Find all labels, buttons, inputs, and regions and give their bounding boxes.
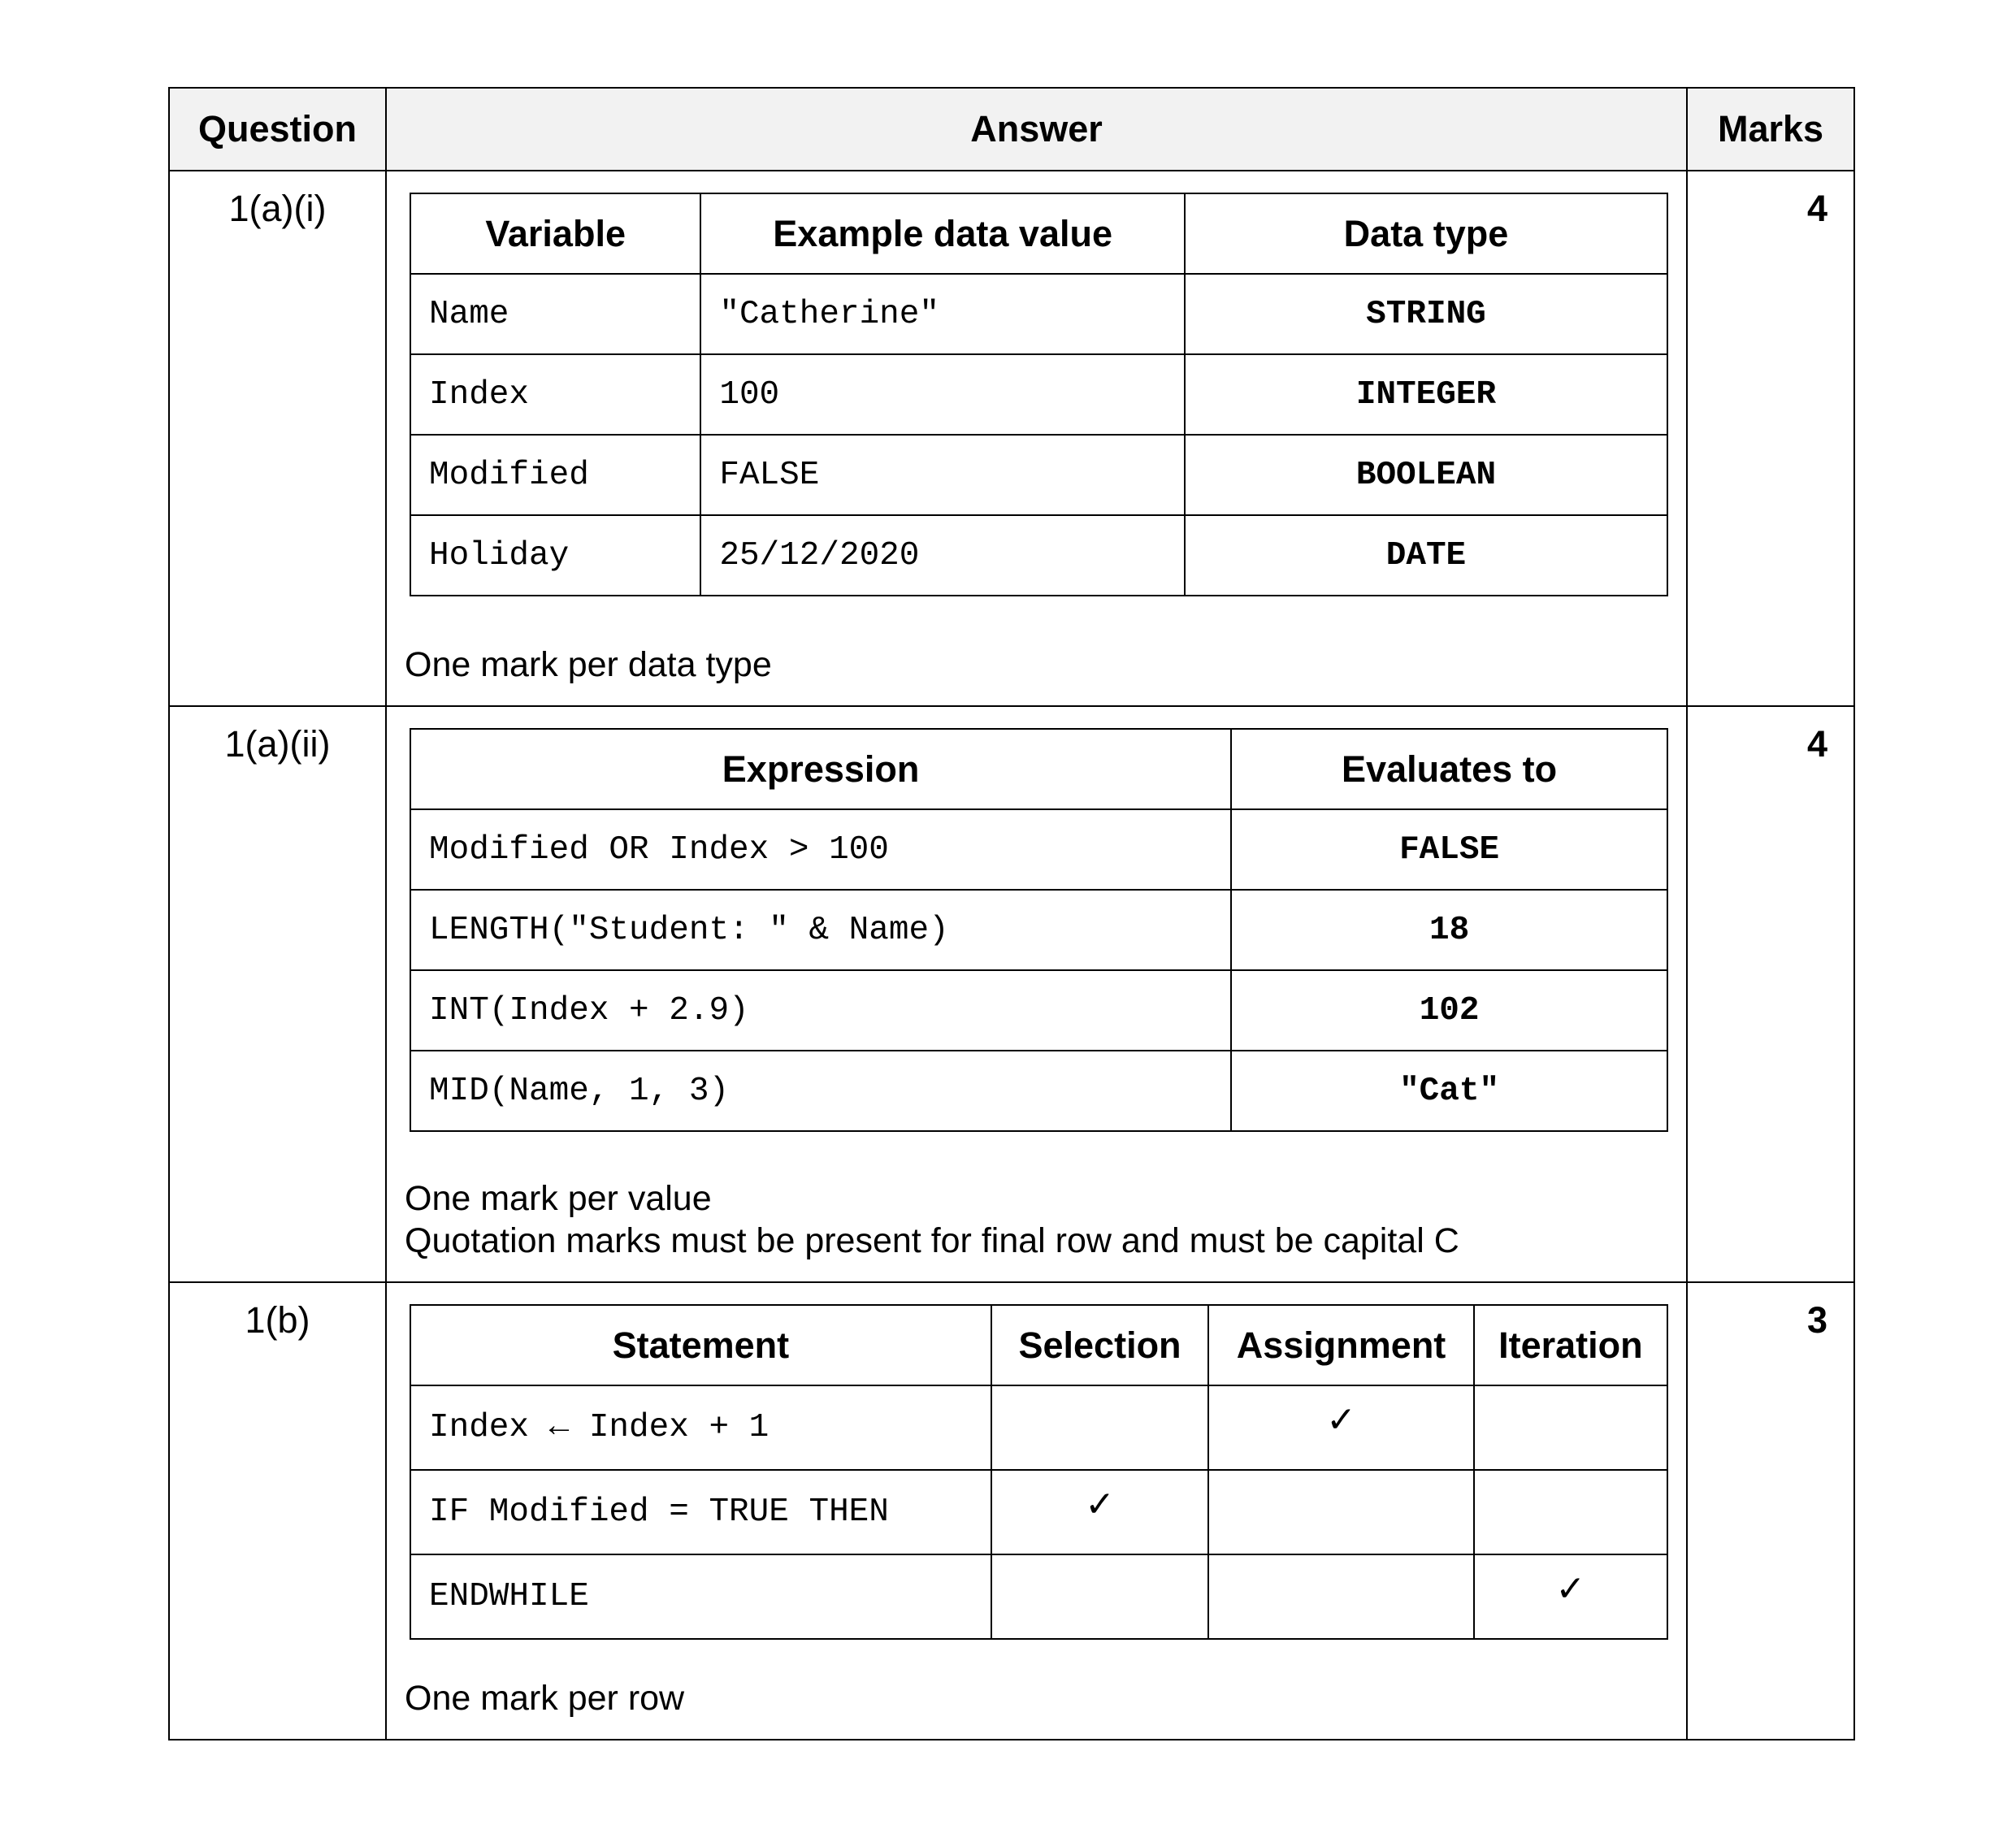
- selection-cell: [991, 1385, 1209, 1470]
- statement-table: [410, 1304, 1668, 1640]
- marks-value: 3: [1687, 1282, 1854, 1740]
- variable-name: Index: [410, 354, 700, 435]
- expression-table: [410, 728, 1668, 1132]
- question-row-1ai: [169, 171, 1854, 706]
- iteration-cell: [1474, 1385, 1667, 1470]
- iteration-cell: ✓: [1474, 1554, 1667, 1639]
- data-type-answer: DATE: [1185, 515, 1667, 596]
- answer-cell: [386, 706, 1687, 1282]
- expression: LENGTH("Student: " & Name): [410, 890, 1231, 970]
- expression: MID(Name, 1, 3): [410, 1051, 1231, 1131]
- mark-scheme-table: [168, 87, 1855, 1740]
- question-number: 1(b): [169, 1282, 386, 1740]
- data-type-header-row: [410, 193, 1667, 274]
- statement-header-row: [410, 1305, 1667, 1385]
- expression-header: Expression: [410, 729, 1231, 809]
- variable-header: Variable: [410, 193, 700, 274]
- assignment-cell: ✓: [1208, 1385, 1473, 1470]
- data-type-answer: STRING: [1185, 274, 1667, 354]
- marks-value: 4: [1687, 706, 1854, 1282]
- data-type-answer: BOOLEAN: [1185, 435, 1667, 515]
- example-value: FALSE: [700, 435, 1185, 515]
- example-value: "Catherine": [700, 274, 1185, 354]
- statement: IF Modified = TRUE THEN: [410, 1470, 991, 1554]
- evaluates-to-header: Evaluates to: [1231, 729, 1667, 809]
- iteration-cell: [1474, 1470, 1667, 1554]
- example-value-header: Example data value: [700, 193, 1185, 274]
- question-number: 1(a)(i): [169, 171, 386, 706]
- question-row-1b: [169, 1282, 1854, 1740]
- table-row: [410, 515, 1667, 596]
- selection-header: Selection: [991, 1305, 1209, 1385]
- evaluated-value: 102: [1231, 970, 1667, 1051]
- statement: ENDWHILE: [410, 1554, 991, 1639]
- selection-cell: ✓: [991, 1470, 1209, 1554]
- data-type-header: Data type: [1185, 193, 1667, 274]
- example-value: 100: [700, 354, 1185, 435]
- variable-name: Holiday: [410, 515, 700, 596]
- table-row: [410, 435, 1667, 515]
- table-row: [410, 354, 1667, 435]
- note-line: One mark per row: [405, 1679, 685, 1718]
- evaluated-value: "Cat": [1231, 1051, 1667, 1131]
- table-row: [410, 274, 1667, 354]
- statement-header: Statement: [410, 1305, 991, 1385]
- table-row: [410, 1470, 1667, 1554]
- answer-cell: [386, 1282, 1687, 1740]
- example-value: 25/12/2020: [700, 515, 1185, 596]
- marks-header: Marks: [1687, 88, 1854, 171]
- answer-header: Answer: [386, 88, 1687, 171]
- expression: Modified OR Index > 100: [410, 809, 1231, 890]
- assignment-header: Assignment: [1208, 1305, 1473, 1385]
- evaluated-value: FALSE: [1231, 809, 1667, 890]
- answer-cell: [386, 171, 1687, 706]
- iteration-header: Iteration: [1474, 1305, 1667, 1385]
- note-line: Quotation marks must be present for final row and must be capital C: [405, 1221, 1459, 1260]
- selection-cell: [991, 1554, 1209, 1639]
- assignment-cell: [1208, 1554, 1473, 1639]
- note-line: One mark per data type: [405, 645, 772, 684]
- table-row: [410, 890, 1667, 970]
- data-type-table: [410, 193, 1668, 596]
- variable-name: Name: [410, 274, 700, 354]
- table-row: [410, 1554, 1667, 1639]
- question-row-1aii: [169, 706, 1854, 1282]
- question-header: Question: [169, 88, 386, 171]
- evaluated-value: 18: [1231, 890, 1667, 970]
- marking-note: [405, 1677, 1663, 1719]
- assignment-cell: [1208, 1470, 1473, 1554]
- table-row: [410, 809, 1667, 890]
- marking-note: [405, 644, 1663, 686]
- header-row: [169, 88, 1854, 171]
- question-number: 1(a)(ii): [169, 706, 386, 1282]
- variable-name: Modified: [410, 435, 700, 515]
- table-row: [410, 1385, 1667, 1470]
- statement: Index ← Index + 1: [410, 1385, 991, 1470]
- table-row: [410, 970, 1667, 1051]
- expression-header-row: [410, 729, 1667, 809]
- marking-note: [405, 1177, 1663, 1262]
- table-row: [410, 1051, 1667, 1131]
- marks-value: 4: [1687, 171, 1854, 706]
- note-line: One mark per value: [405, 1179, 712, 1218]
- data-type-answer: INTEGER: [1185, 354, 1667, 435]
- expression: INT(Index + 2.9): [410, 970, 1231, 1051]
